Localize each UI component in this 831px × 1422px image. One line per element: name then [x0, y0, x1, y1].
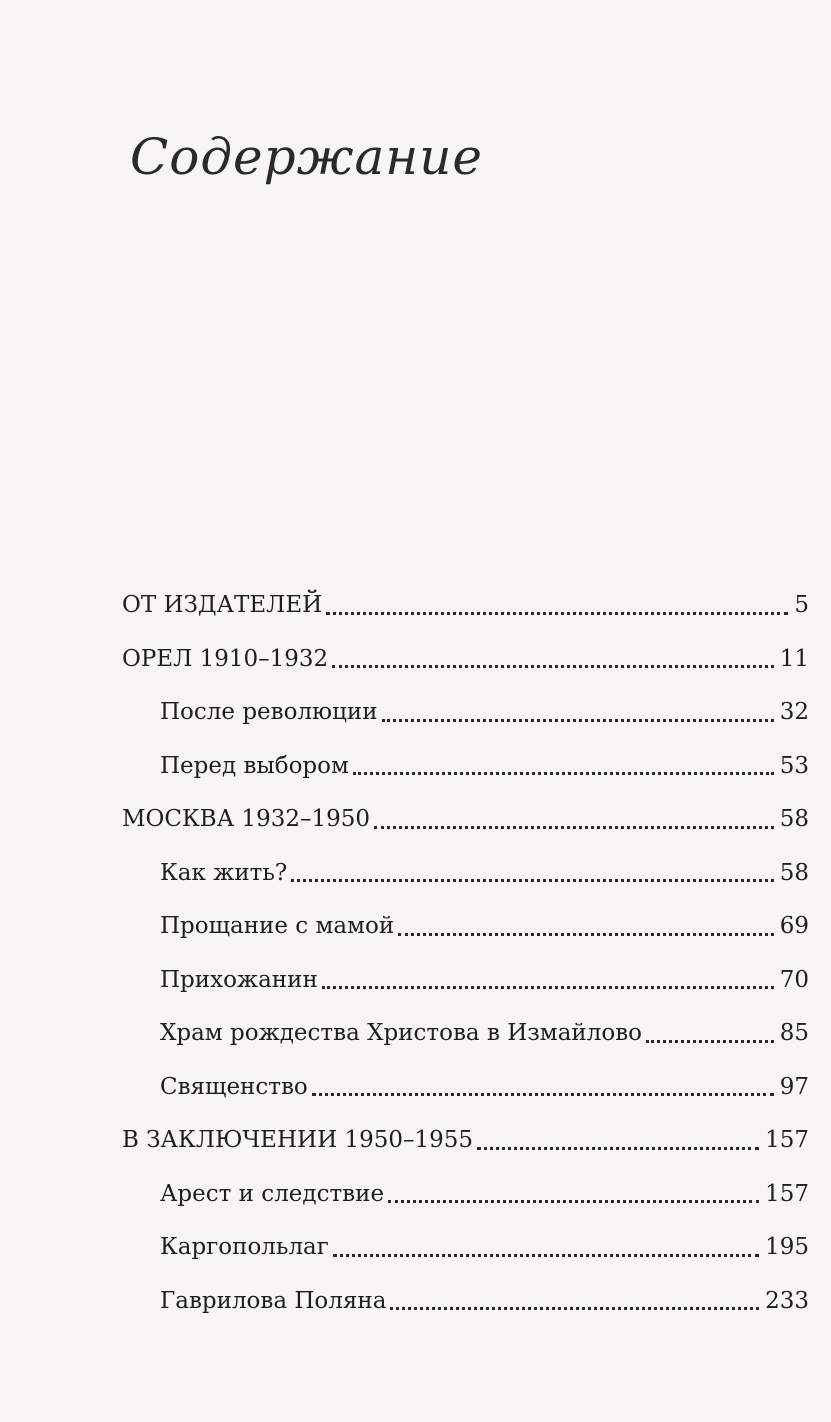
- toc-entry-label: Прощание с мамой: [160, 913, 395, 939]
- toc-entry: [160, 1281, 809, 1321]
- toc-entry-page-number: 195: [765, 1234, 809, 1260]
- dot-leader: [291, 879, 773, 882]
- dot-leader: [374, 826, 774, 829]
- toc-entry-label: Перед выбором: [160, 752, 349, 779]
- toc-entry-label: После революции: [160, 699, 378, 725]
- toc-entry: [160, 1013, 809, 1053]
- toc-entry: [160, 1067, 809, 1107]
- dot-leader: [398, 933, 774, 936]
- toc-entry-label: В ЗАКЛЮЧЕНИИ 1950–1955: [122, 1127, 474, 1153]
- toc-entry-label: Как жить?: [160, 859, 288, 886]
- toc-entry-page-number: 233: [765, 1287, 809, 1314]
- toc-entry-label: Прихожанин: [160, 966, 318, 993]
- toc-entry-page-number: 69: [779, 913, 809, 939]
- toc-entry-page-number: 157: [765, 1180, 809, 1207]
- toc-entry-page-number: 85: [779, 1020, 809, 1046]
- dot-leader: [382, 719, 774, 722]
- toc-entry-label: Священство: [160, 1073, 308, 1100]
- toc-entry: [160, 1227, 809, 1267]
- toc-entry-label: Каргопольлаг: [160, 1234, 329, 1260]
- dot-leader: [332, 665, 774, 668]
- toc-entry-label: ОТ ИЗДАТЕЛЕЙ: [122, 592, 323, 618]
- toc-entry: [160, 906, 809, 946]
- toc-entry-page-number: 70: [779, 966, 809, 993]
- dot-leader: [322, 986, 774, 989]
- toc-entry-label: Храм рождества Христова в Измайлово: [160, 1020, 642, 1046]
- toc-entry-page-number: 97: [779, 1073, 809, 1100]
- toc-entry-page-number: 58: [779, 806, 809, 832]
- toc-entry: [122, 639, 809, 679]
- dot-leader: [333, 1254, 759, 1257]
- toc-entry: [160, 960, 809, 1000]
- dot-leader: [353, 772, 774, 775]
- dot-leader: [646, 1040, 774, 1043]
- toc-entry: [160, 746, 809, 786]
- toc-entry-page-number: 58: [779, 859, 809, 886]
- toc-entry-label: МОСКВА 1932–1950: [122, 806, 371, 832]
- toc-entry: [160, 1174, 809, 1214]
- toc-entry-page-number: 5: [794, 592, 809, 618]
- toc-entry: [122, 585, 809, 625]
- toc-entry-page-number: 157: [765, 1127, 809, 1153]
- toc-entry-page-number: 11: [779, 645, 809, 672]
- dot-leader: [388, 1200, 759, 1203]
- toc-entry: [122, 1120, 809, 1160]
- toc-entry-page-number: 32: [779, 699, 809, 725]
- dot-leader: [390, 1307, 759, 1310]
- toc-entry-label: ОРЕЛ 1910–1932: [122, 645, 329, 672]
- toc-entry-page-number: 53: [779, 752, 809, 779]
- dot-leader: [326, 612, 788, 615]
- toc-entry: [122, 799, 809, 839]
- toc-entry: [160, 692, 809, 732]
- toc-entry-label: Арест и следствие: [160, 1180, 385, 1207]
- toc-entry-label: Гаврилова Поляна: [160, 1287, 387, 1314]
- dot-leader: [312, 1093, 774, 1096]
- dot-leader: [477, 1147, 759, 1150]
- toc-entry: [160, 853, 809, 893]
- page-title: Содержание: [130, 128, 484, 186]
